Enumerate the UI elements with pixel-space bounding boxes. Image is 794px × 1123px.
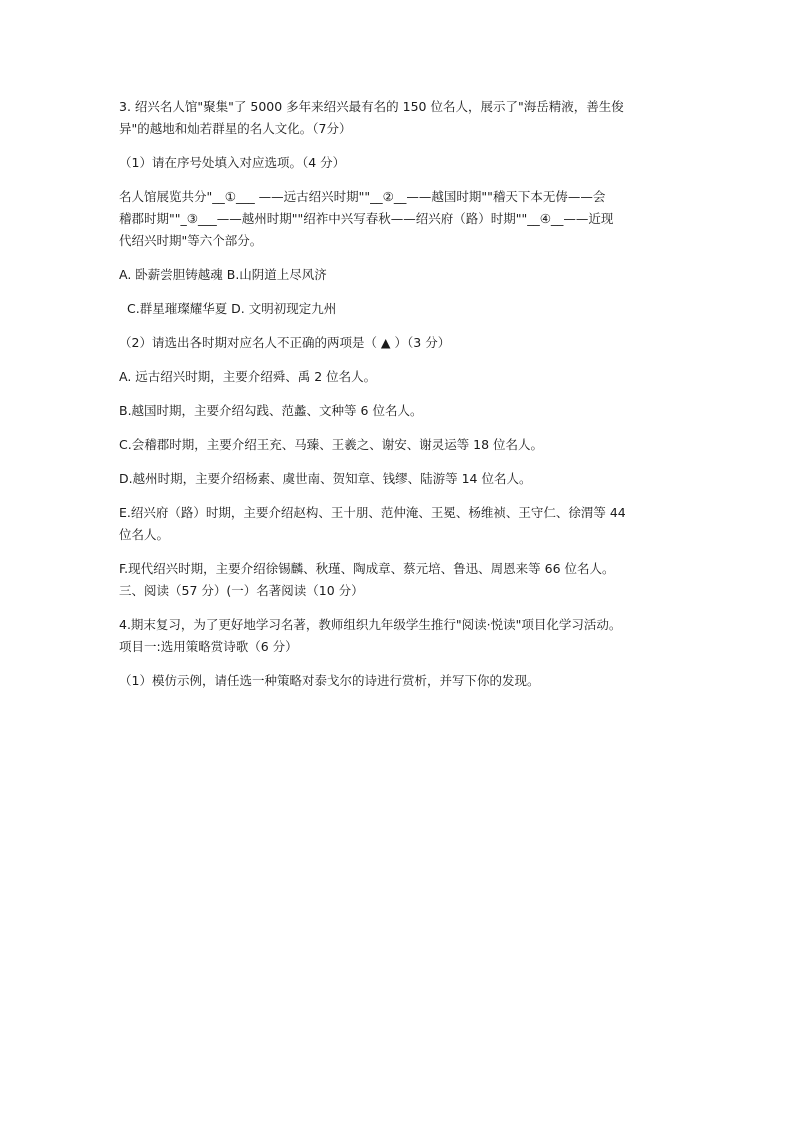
- q3-stem-line-2: 异"的越地和灿若群星的名人文化。（7分）: [119, 121, 352, 136]
- q3-part1-title: （1）请在序号处填入对应选项。（4 分）: [119, 155, 346, 170]
- q3-part1-line-2: 稽郡时期""_③___——越州时期""绍祚中兴写春秋——绍兴府（路）时期""__④__——近现: [119, 211, 614, 226]
- q3-options-cd: C.群星璀璨耀华夏 D. 文明初现定九州: [127, 301, 337, 316]
- question-3: [119, 96, 679, 580]
- q3-options-ab: A. 卧薪尝胆铸越魂 B.山阴道上尽风济: [119, 267, 327, 282]
- document-page: [119, 96, 679, 692]
- q3-part1-line-1: 名人馆展览共分"__①___ ——远古绍兴时期""__②__——越国时期""稽天下本无俦——会: [119, 189, 606, 204]
- q3-choice-e-line-1: E.绍兴府（路）时期，主要介绍赵构、王十朋、范仲淹、王冕、杨维祯、王守仁、徐渭等 44: [119, 505, 626, 520]
- q3-choice-c: C.会稽郡时期，主要介绍王充、马臻、王羲之、谢安、谢灵运等 18 位名人。: [119, 437, 544, 452]
- section-3-heading: 三、阅读（57 分）(一）名著阅读（10 分）: [119, 583, 364, 598]
- q4-stem-line-2: 项目一:选用策略赏诗歌（6 分）: [119, 639, 298, 654]
- q3-choice-d: D.越州时期，主要介绍杨素、虞世南、贺知章、钱缪、陆游等 14 位名人。: [119, 471, 532, 486]
- q3-part1-line-3: 代绍兴时期"等六个部分。: [119, 233, 263, 248]
- q3-choice-b: B.越国时期，主要介绍勾践、范蠡、文种等 6 位名人。: [119, 403, 423, 418]
- q3-choice-f: F.现代绍兴时期，主要介绍徐锡麟、秋瑾、陶成章、蔡元培、鲁迅、周恩来等 66 位名人。: [119, 561, 615, 576]
- q3-part2-title: （2）请选出各时期对应名人不正确的两项是（ ▲ ）（3 分）: [119, 335, 451, 350]
- q3-stem-line-1: 3. 绍兴名人馆"聚集"了 5000 多年来绍兴最有名的 150 位名人，展示了"海岳精液，善生俊: [119, 99, 624, 114]
- q3-choice-a: A. 远古绍兴时期，主要介绍舜、禹 2 位名人。: [119, 369, 377, 384]
- question-4: [119, 614, 679, 692]
- q4-stem-line-1: 4.期末复习，为了更好地学习名著，教师组织九年级学生推行"阅读·悦读"项目化学习活动。: [119, 617, 622, 632]
- q4-part1-title: （1）模仿示例，请任选一种策略对泰戈尔的诗进行赏析，并写下你的发现。: [119, 673, 540, 688]
- q3-choice-e-line-2: 位名人。: [119, 527, 170, 542]
